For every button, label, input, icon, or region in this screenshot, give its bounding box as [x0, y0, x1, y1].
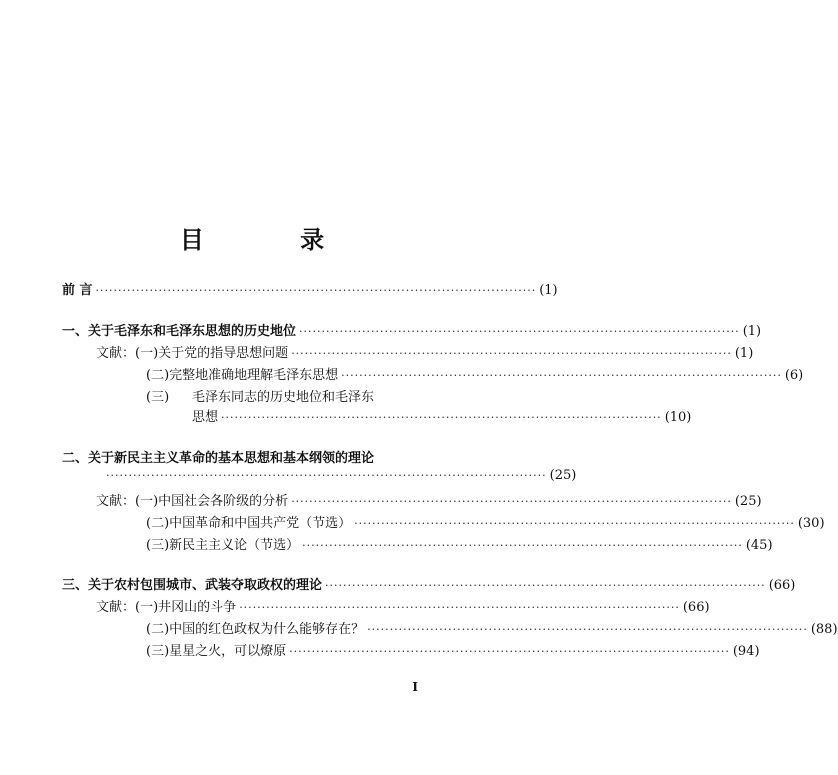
leader-dots: ·································································································· — [289, 645, 730, 658]
toc-doc-entry — [146, 640, 760, 660]
doc-number: (一) — [135, 346, 159, 361]
toc-entry-page: (1) — [539, 283, 558, 298]
toc-section-2-page-line — [106, 468, 577, 488]
toc-doc-entry — [96, 342, 754, 362]
toc-entry-page: (45) — [745, 538, 773, 553]
leader-dots: ·································································································· — [367, 623, 808, 636]
doc-title: 新民主主义论（节选） — [169, 538, 300, 553]
toc-entry-label: 前 言 — [62, 283, 93, 298]
doc-number: (三) — [146, 644, 170, 659]
toc-section-label: 一、关于毛泽东和毛泽东思想的历史地位 — [62, 324, 297, 339]
leader-dots: ·································································································· — [221, 411, 662, 424]
toc-doc-entry — [96, 596, 710, 616]
toc-doc-entry — [146, 364, 804, 384]
toc-entry-page: (25) — [734, 494, 762, 509]
toc-entry-page: (66) — [682, 600, 710, 615]
toc-section-3 — [62, 574, 796, 594]
toc-section-2 — [62, 447, 434, 467]
doc-number: (二) — [146, 516, 170, 531]
doc-title: 中国革命和中国共产党（节选） — [169, 516, 352, 531]
doc-title-continued: 思想 — [192, 410, 219, 425]
leader-dots: ·································································································· — [106, 469, 547, 482]
doc-title: 中国社会各阶级的分析 — [158, 494, 289, 509]
doc-number: (一) — [135, 494, 159, 509]
page-folio: I — [412, 680, 418, 694]
doc-number: (二) — [146, 622, 170, 637]
leader-dots: ·································································································· — [354, 517, 795, 530]
toc-entry-page: (94) — [732, 644, 760, 659]
doc-title: 关于党的指导思想问题 — [158, 346, 289, 361]
toc-entry-page: (30) — [797, 516, 825, 531]
leader-dots: ·································································································· — [341, 369, 782, 382]
doc-number: (一) — [135, 600, 159, 615]
leader-dots: ·································································································· — [325, 579, 766, 592]
toc-section-label: 三、关于农村包围城市、武装夺取政权的理论 — [62, 578, 323, 593]
doc-title: 井冈山的斗争 — [158, 600, 237, 615]
leader-dots: ·································································································· — [239, 601, 680, 614]
toc-entry-page: (1) — [742, 324, 762, 339]
toc-doc-entry — [96, 490, 762, 510]
toc-title: 目 录 — [179, 225, 369, 254]
toc-doc-entry — [146, 534, 773, 554]
toc-entry-page: (10) — [664, 410, 692, 425]
toc-entry-page: (1) — [734, 346, 754, 361]
toc-entry-preface — [62, 279, 558, 299]
doc-number: (三) — [146, 538, 170, 553]
toc-doc-entry — [146, 386, 434, 406]
doc-number: (三) — [146, 390, 170, 405]
leader-dots: ·································································································· — [291, 495, 732, 508]
doc-number: (二) — [146, 368, 170, 383]
doc-prefix: 文献： — [96, 346, 136, 361]
leader-dots: ·································································································· — [299, 325, 740, 338]
toc-entry-page: (6) — [784, 368, 804, 383]
toc-doc-entry — [146, 512, 825, 532]
doc-prefix: 文献： — [96, 494, 136, 509]
toc-entry-page: (88) — [810, 622, 838, 637]
toc-section-label: 二、关于新民主主义革命的基本思想和基本纲领的理论 — [62, 451, 375, 466]
leader-dots: ·································································································· — [95, 284, 537, 297]
toc-entry-page: (66) — [768, 578, 796, 593]
doc-title: 毛泽东同志的历史地位和毛泽东 — [192, 390, 375, 405]
doc-title: 星星之火，可以燎原 — [169, 644, 287, 659]
toc-entry-page: (25) — [549, 468, 577, 483]
leader-dots: ·································································································· — [302, 539, 743, 552]
doc-title: 中国的红色政权为什么能够存在？ — [169, 622, 365, 637]
doc-prefix: 文献： — [96, 600, 136, 615]
doc-title: 完整地准确地理解毛泽东思想 — [169, 368, 339, 383]
toc-doc-entry-continued — [192, 406, 692, 426]
toc-section-1 — [62, 320, 762, 340]
leader-dots: ·································································································· — [291, 347, 732, 360]
toc-doc-entry — [146, 618, 838, 638]
